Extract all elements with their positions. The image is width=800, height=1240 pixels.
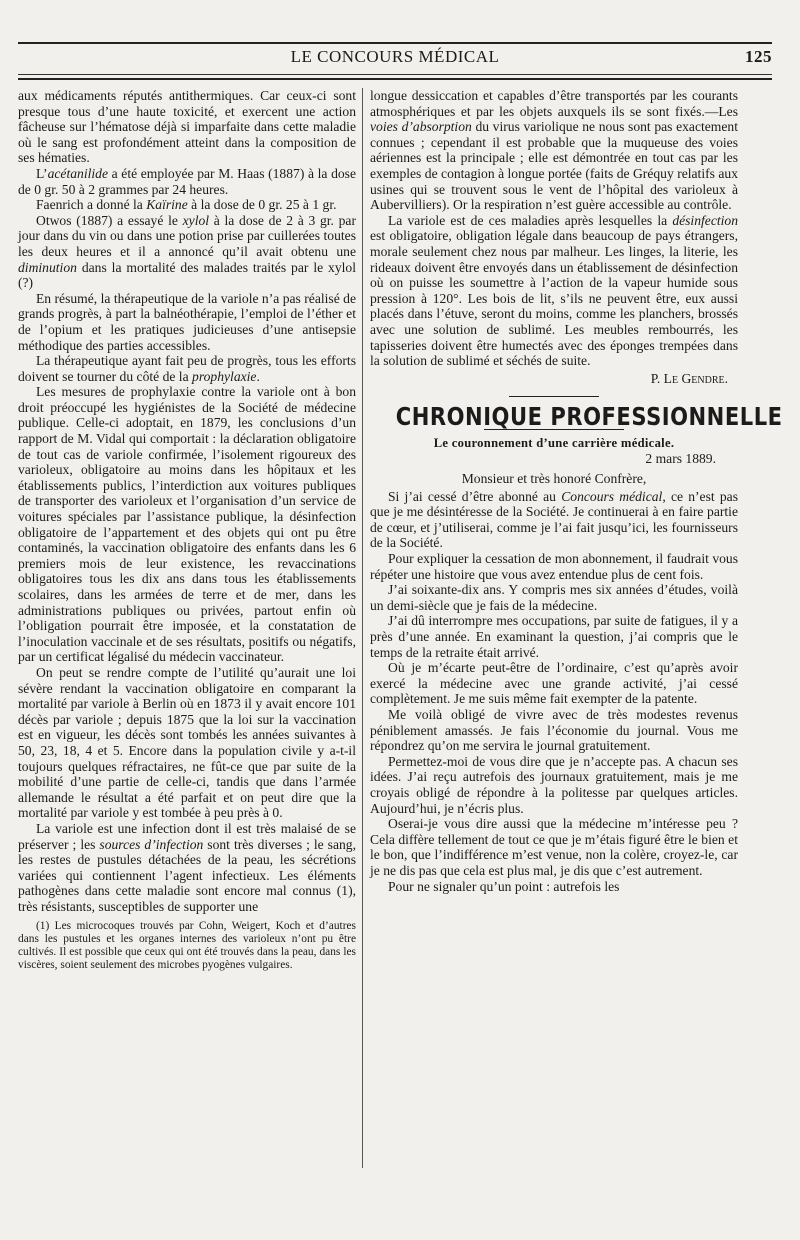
paragraph	[370, 613, 738, 660]
italic-term: sources d’infection	[99, 836, 204, 852]
text-run: On peut se rendre compte de l’utilité qu’aurait une loi sévère rendant la vaccination obligatoire en comparant la mortalité par variole à Berlin où en 1873 il y avait encore 101 décès par variole ; depuis 1875 que la loi sur la vaccination est en vigueur, les décès sont tombés les années suivantes à 50, 23, 18, 4 et 5. Encore dans la population civile y a-t-il toujours quelques réfractaires, ne fût-ce que par suite de la mobilité d’une partie de celle-ci, tandis que dans l’armée allemande le résultat a été parfait et on peut dire que la mortalité par variole y est tombée à peu près à 0.	[18, 664, 356, 821]
paragraph	[370, 489, 738, 551]
text-run: Faenrich a donné la	[36, 197, 147, 213]
page-number: 125	[745, 47, 772, 66]
italic-term: Concours médical	[561, 488, 663, 504]
footnote: (1) Les microcoques trouvés par Cohn, Weigert, Koch et d’autres dans les pustules et les organes internes des varioleux n’ont pu être cultivés. Il est possible que ceux qui ont été trouvés dans la peau, dans les viscères, soient seulement des microbes pyogènes vulgaires.	[18, 920, 356, 972]
right-article-continuation	[370, 88, 738, 369]
signature-initial: P.	[650, 370, 664, 386]
paragraph	[370, 879, 738, 895]
paragraph	[18, 213, 356, 291]
text-run: J’ai soixante-dix ans. Y compris mes six années d’études, voilà un demi-siècle que je fais de la médecine.	[370, 582, 738, 613]
text-run: Pour ne signaler qu’un point : autrefois les	[388, 878, 620, 894]
letter-subtitle: Le couronnement d’une carrière médicale.	[433, 435, 675, 450]
italic-term: prophylaxie	[192, 368, 257, 384]
paragraph	[370, 660, 738, 707]
text-run: , ce n’est pas que je me désintéresse de la Société. Je continuerai à en faire partie de cœur, et j’utiliserai, comme je l’ai fait jusqu’ici, les fournisseurs de la Société.	[370, 488, 738, 551]
text-run: .	[256, 368, 260, 384]
text-run: Me voilà obligé de vivre avec de très modestes revenus péniblement amassés. Je fais l’économie du journal. Vous me répondrez qu’on me servira le journal gratuitement.	[370, 706, 738, 754]
text-run: sont très diverses ; le sang, les restes de pustules détachées de la peau, les sécrétions variées qui contiennent l’agent infectieux. Les éléments pathogènes dans cette maladie sont encore mal connus (1), très résistants, susceptibles de supporter une	[18, 836, 356, 914]
text-run: aux médicaments réputés antithermiques. Car ceux-ci sont presque tous d’une haute toxicité, et exercent une action fâcheuse sur l’hématose déjà si imparfaite dans cette maladie où le sang est profondément atteint dans la composition de ses hématies.	[18, 88, 356, 166]
right-column	[370, 88, 783, 894]
text-run: En résumé, la thérapeutique de la variole n’a pas réalisé de grands progrès, à part la balnéothérapie, l’emploi de l’éther et de l’opium et les pratiques judicieuses d’une antisepsie méthodique des parties accessibles.	[18, 290, 356, 353]
paragraph	[18, 197, 356, 213]
paragraph	[370, 582, 738, 613]
text-run: du virus variolique ne nous sont pas exactement connues ; cependant il est probable que la muqueuse des voies aériennes est la principale ; elle est démontrée en tout cas par les exemples de contagion à longue portée (faits de Gréquy relatifs aux usines qui se trouvent sous le vent de l’hôpital des varioleux à Aubervilliers). Or la respiration n’est guère accessible au contrôle.	[370, 119, 738, 213]
text-run: est obligatoire, obligation légale dans beaucoup de pays étrangers, morale seulement chez nous par malheur. Les linges, la literie, les rideaux doivent être envoyés dans un établissement de désinfection où on puisse les soumettre à l’action de la vapeur humide sous pression à 120°. Les bois de lit, s’ils ne peuvent être, eux aussi placés dans l’étuve, seront du moins, comme les planchers, brossés avec une solution de sublimé. Les meubles rembourrés, les tapisseries doivent être humectés avec des éponges trempées dans la solution de sublimé et séchés de suite.	[370, 228, 738, 369]
paragraph	[18, 88, 356, 166]
paragraph	[370, 707, 738, 754]
paragraph	[18, 665, 356, 821]
text-run: La thérapeutique ayant fait peu de progrès, tous les efforts doivent se tourner du côté de la	[18, 353, 356, 384]
paragraph	[18, 353, 356, 384]
text-run: Pour expliquer la cessation de mon abonnement, il faudrait vous répéter une histoire que vous avez entendue plus de cent fois.	[370, 551, 738, 582]
journal-title: LE CONCOURS MÉDICAL	[290, 47, 500, 66]
paragraph	[370, 816, 738, 878]
left-article-body	[18, 88, 356, 914]
text-run: dans la mortalité des malades traités par le xylol (?)	[18, 259, 356, 291]
text-run: longue dessiccation et capables d’être transportés par les courants atmosphériques et par les objets auxquels ils se sont fixés.—Les	[370, 88, 738, 119]
text-run: Oserai-je vous dire aussi que la médecine m’intéresse peu ? Cela diffère tellement de tout ce que je m’étais figuré être le bien et le bon, que l’indifférence m’est venue, non la colère, croyez-le, car je ne dis pas que cela est plus mal, je dis que c’est autrement.	[370, 816, 738, 878]
top-rule	[18, 42, 772, 44]
paragraph	[370, 213, 738, 369]
paragraph	[370, 88, 738, 213]
text-run: La variole est de ces maladies après lesquelles la	[388, 212, 673, 228]
text-run: à la dose de 2 à 3 gr. par jour dans du vin ou dans une potion prise par cuillerées toutes les deux heures et il a annoncé qu’il avait obtenu une	[18, 212, 356, 259]
header-rule	[18, 74, 772, 75]
left-column	[18, 88, 356, 972]
text-run: J’ai dû interrompre mes occupations, par suite de fatigues, il y a près d’une année. En examinant la question, j’ai compris que le temps de la retraite était arrivé.	[370, 613, 738, 660]
text-run: a été employée par M. Haas (1887) à la dose de 0 gr. 50 à 2 grammes par 24 heures.	[18, 165, 356, 197]
running-header	[18, 47, 772, 73]
italic-term: voies d’absorption	[370, 119, 472, 135]
text-run: La variole est une infection dont il est très malaisé de se préserver ; les	[18, 820, 356, 852]
text-run: Où je m’écarte peut-être de l’ordinaire, c’est qu’après avoir exercé la médecine avec une grande activité, j’ai cessé complètement. Je me suis même fait exempter de la patente.	[370, 660, 738, 707]
letter-salutation: Monsieur et très honoré Confrère,	[461, 471, 647, 487]
paragraph	[370, 551, 738, 582]
header-rule-thick	[18, 78, 772, 80]
text-run: Permettez-moi de vous dire que je n’accepte pas. A chacun ses idées. J’ai reçu autrefois des journaux gratuitement, mais je me croyais obligé de répondre à la politesse par quelques articles. Aujourd’hui, je n’écris plus.	[370, 753, 738, 816]
paragraph	[18, 821, 356, 915]
text-run: L’	[36, 165, 48, 181]
letter-body	[370, 489, 738, 894]
paragraph	[18, 384, 356, 665]
italic-term: Kaïrine	[146, 197, 188, 213]
italic-term: acétanilide	[47, 165, 108, 181]
paragraph	[370, 754, 738, 816]
text-run: Les mesures de prophylaxie contre la variole ont à bon droit préoccupé les hygiénistes de la Société de médecine publique. Celle-ci adoptait, en 1879, les conclusions d’un rapport de M. Vidal qui comportait : la déclaration obligatoire de tout cas de variole confirmée, l’isolement rigoureux des varioleux, obligatoire au moins dans les hôpitaux et les établissements publics, l’interdiction aux voitures publiques de transporter des varioleux et l’organisation d’un service de voitures spéciales par l’assistance publique, la désinfection obligatoire de l’appartement et des objets qui ont pu être contaminés, la vaccination obligatoire des enfants dans les 6 premiers mois de leur existence, les revaccinations obligatoires tous les dix ans dans tous les établissements scolaires, dans les armées de terre et de mer, dans les administrations publiques ou privées, partout enfin où l’obligation pourrait être imposée, et la constatation de l’inoculation vaccinale et de ses résultats, positifs ou négatifs, par un certificat légalisé du médecin vaccinateur.	[18, 384, 356, 665]
paragraph	[18, 166, 356, 197]
column-divider	[362, 88, 363, 1168]
italic-term: désinfection	[672, 212, 738, 228]
text-run: Si j’ai cessé d’être abonné au	[388, 488, 562, 504]
text-run: à la dose de 0 gr. 25 à 1 gr.	[187, 197, 337, 213]
text-run: Otwos (1887) a essayé le	[36, 212, 183, 228]
section-separator	[509, 396, 599, 397]
paragraph	[18, 291, 356, 353]
article-signature	[370, 371, 728, 387]
italic-term: diminution	[18, 259, 77, 275]
section-heading: CHRONIQUE PROFESSIONNELLE	[395, 402, 783, 432]
italic-term: xylol	[182, 212, 210, 228]
signature-name: Le Gendre.	[663, 370, 728, 386]
letter-date: 2 mars 1889.	[645, 451, 716, 467]
